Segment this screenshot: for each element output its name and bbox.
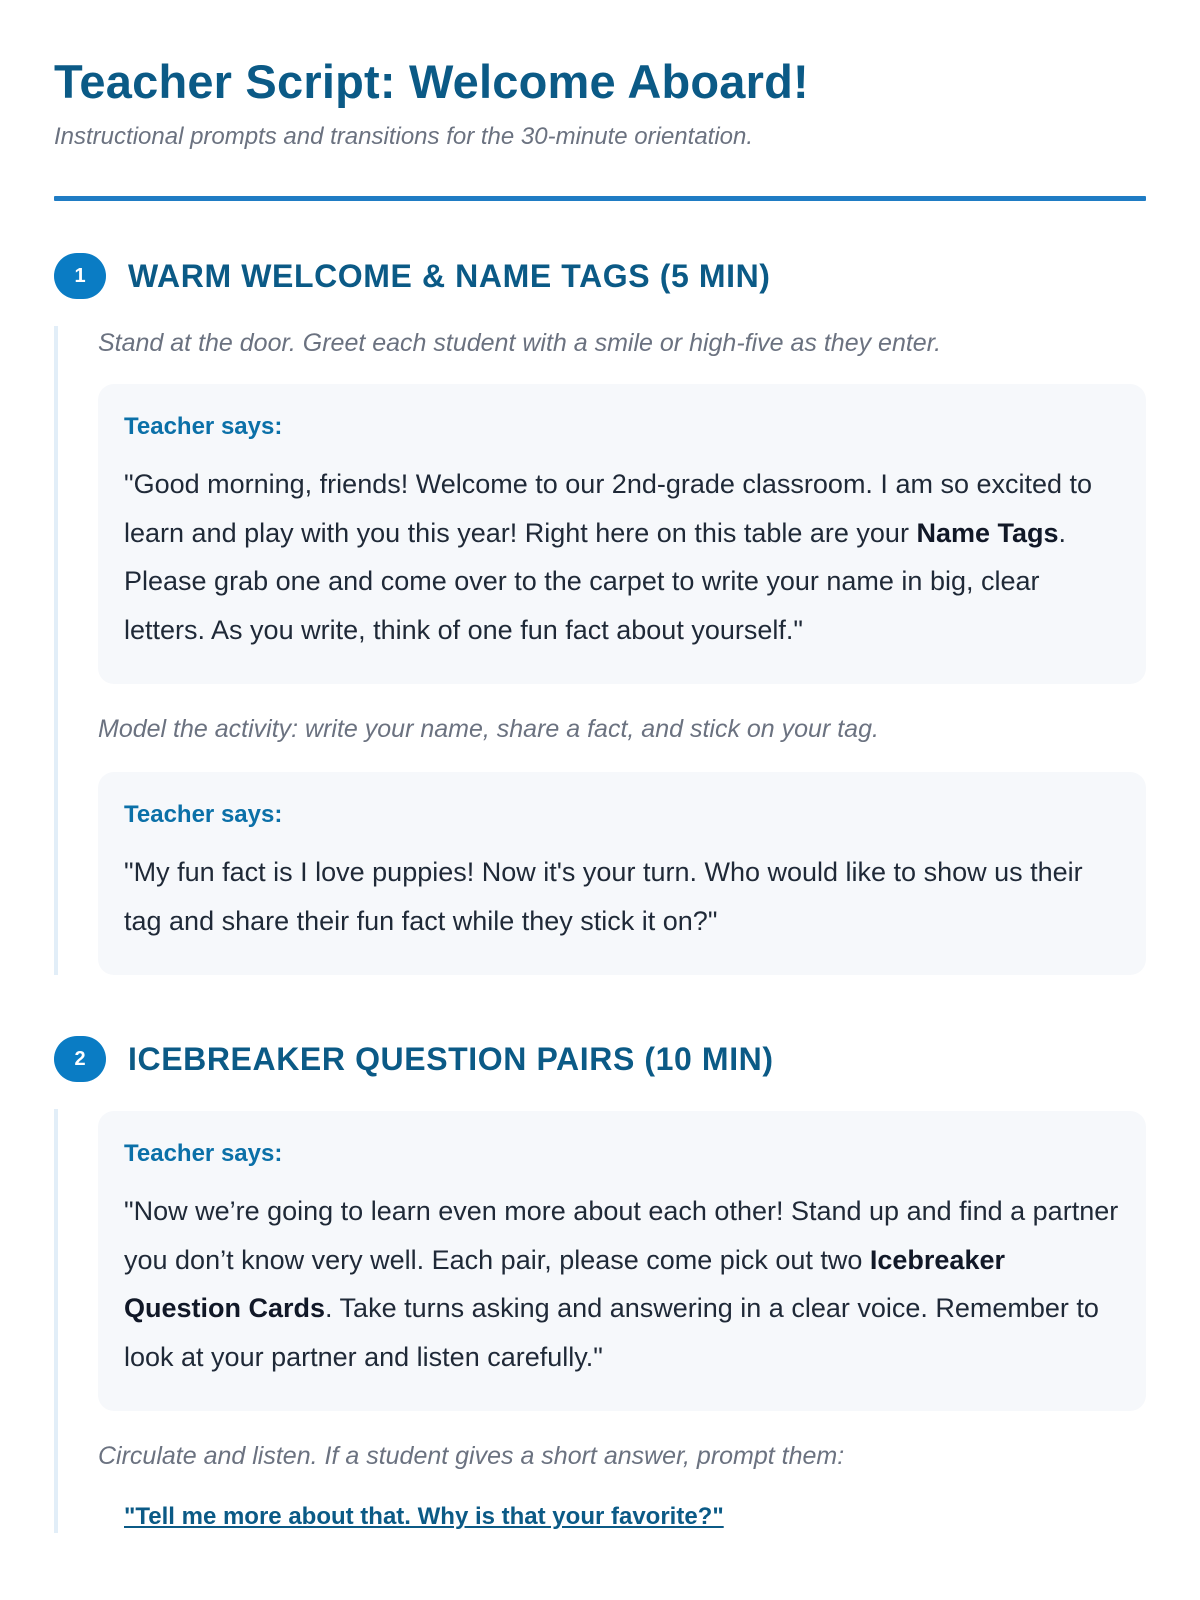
teacher-says-card <box>98 384 1146 684</box>
section-title: ICEBREAKER QUESTION PAIRS (10 MIN) <box>128 1041 774 1077</box>
teacher-says-text: "My fun fact is I love puppies! Now it's your turn. Who would like to show us their tag and share their fun fact while they stick it on?" <box>124 857 1083 936</box>
script-text: . Take turns asking and answering in a clear voice. Remember to look at your partner and listen carefully." <box>124 1293 1099 1372</box>
teacher-says-label: Teacher says: <box>124 413 283 440</box>
section-body <box>54 1109 1146 1533</box>
material-name: Icebreaker Question Cards <box>124 1244 1005 1323</box>
script-text: "Now we’re going to learn even more about each other! Stand up and find a partner you don’t know very well. Each pair, please come pick out two <box>124 1196 1119 1275</box>
section-header <box>54 248 1146 304</box>
step-number-badge: 1 <box>54 253 106 299</box>
step-number-badge: 2 <box>54 1036 106 1082</box>
section-header <box>54 1031 1146 1087</box>
teacher-says-text <box>124 460 1120 654</box>
title-divider <box>54 196 1146 201</box>
teacher-says-card <box>98 772 1146 975</box>
section-icebreaker <box>54 1031 1146 1533</box>
teacher-says-label: Teacher says: <box>124 801 283 828</box>
section-body <box>54 326 1146 975</box>
material-name: Name Tags <box>916 517 1059 548</box>
page-subtitle: Instructional prompts and transitions for the 30-minute orientation. <box>54 123 754 150</box>
stage-direction: Stand at the door. Greet each student with a smile or high-five as they enter. <box>98 329 942 357</box>
teacher-says-text <box>124 1187 1120 1381</box>
stage-direction: Circulate and listen. If a student gives a short answer, prompt them: <box>98 1442 845 1470</box>
section-warm-welcome <box>54 248 1146 975</box>
script-text: "Good morning, friends! Welcome to our 2nd-grade classroom. I am so excited to learn and play with you this year! Right here on this table are your <box>124 469 1093 548</box>
teacher-says-label: Teacher says: <box>124 1140 283 1167</box>
teacher-says-card <box>98 1111 1146 1411</box>
stage-direction: Model the activity: write your name, share a fact, and stick on your tag. <box>98 715 879 743</box>
follow-up-prompt: "Tell me more about that. Why is that your favorite?" <box>124 1503 724 1530</box>
section-title: WARM WELCOME & NAME TAGS (5 MIN) <box>128 258 771 294</box>
page-title: Teacher Script: Welcome Aboard! <box>54 55 809 108</box>
script-text: . Please grab one and come over to the carpet to write your name in big, clear letters. As you write, think of one fun fact about yourself." <box>124 517 1067 645</box>
